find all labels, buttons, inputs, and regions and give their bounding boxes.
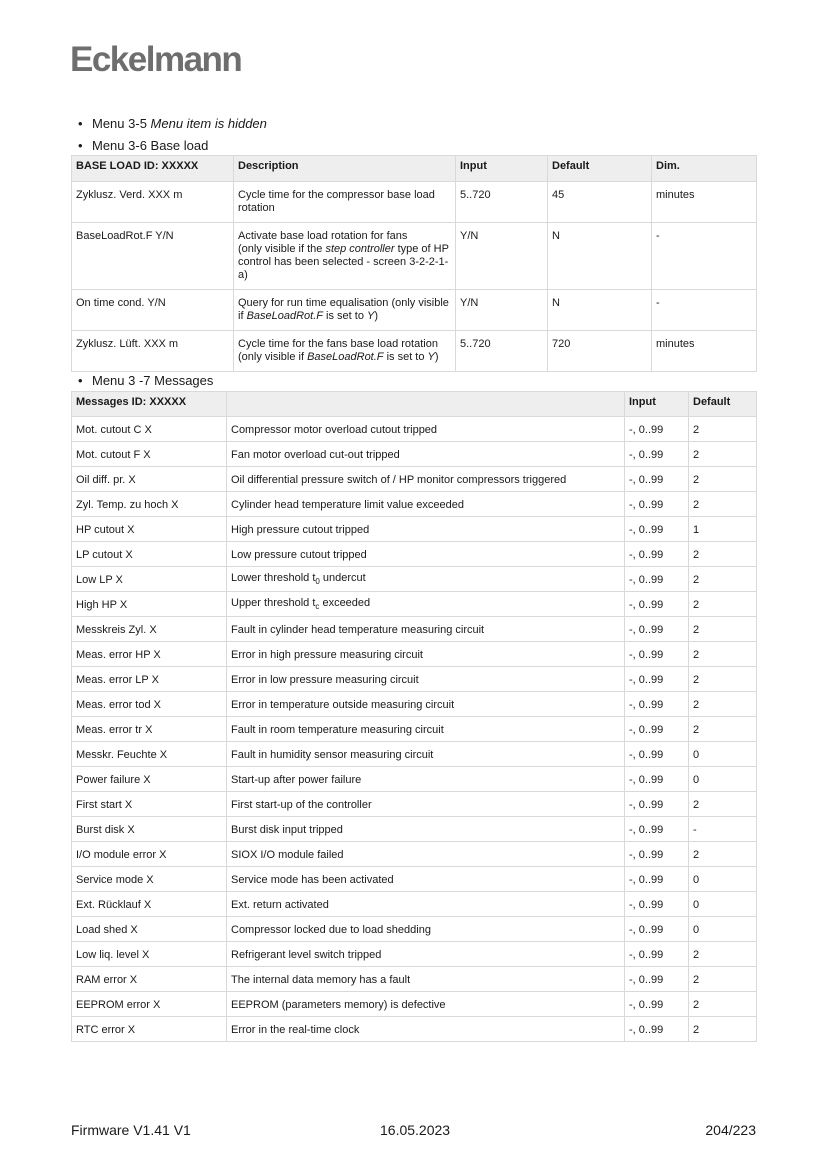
- desc-emphasis: Y: [427, 351, 435, 363]
- message-description: Cylinder head temperature limit value exceeded: [227, 492, 625, 517]
- desc-emphasis: BaseLoadRot.F: [246, 310, 323, 322]
- message-input: -, 0..99: [625, 492, 689, 517]
- column-header: Default: [548, 156, 652, 182]
- table-row: [72, 667, 757, 692]
- message-default: 2: [689, 717, 757, 742]
- message-id: Low liq. level X: [72, 942, 227, 967]
- desc-text: undercut: [319, 572, 366, 584]
- eckelmann-logo: Eckelmann: [70, 40, 242, 79]
- message-description: High pressure cutout tripped: [227, 517, 625, 542]
- param-default: 45: [548, 182, 652, 223]
- message-id: Burst disk X: [72, 817, 227, 842]
- message-input: -, 0..99: [625, 467, 689, 492]
- table-row: [72, 867, 757, 892]
- table-row: [72, 767, 757, 792]
- column-header: Messages ID: XXXXX: [72, 392, 227, 417]
- desc-text: exceeded: [319, 597, 371, 610]
- table-row: [72, 442, 757, 467]
- message-description: First start-up of the controller: [227, 792, 625, 817]
- param-default: 720: [548, 331, 652, 372]
- param-dim: minutes: [652, 331, 757, 372]
- message-default: 0: [689, 892, 757, 917]
- footer-date: 16.05.2023: [380, 1122, 451, 1138]
- message-description: Fault in cylinder head temperature measuring circuit: [227, 617, 625, 642]
- message-default: 2: [689, 992, 757, 1017]
- message-input: -, 0..99: [625, 642, 689, 667]
- message-description: Error in the real-time clock: [227, 1017, 625, 1042]
- desc-subscript: c: [315, 602, 320, 612]
- column-header: Input: [456, 156, 548, 182]
- column-header: [227, 392, 625, 417]
- param-default: N: [548, 290, 652, 331]
- table-row: [72, 642, 757, 667]
- message-id: Meas. error tod X: [72, 692, 227, 717]
- message-default: 2: [689, 592, 757, 617]
- message-description: Error in low pressure measuring circuit: [227, 667, 625, 692]
- message-default: 0: [689, 742, 757, 767]
- table-row: [72, 892, 757, 917]
- message-id: Meas. error HP X: [72, 642, 227, 667]
- message-input: -, 0..99: [625, 792, 689, 817]
- message-input: -, 0..99: [625, 842, 689, 867]
- desc-emphasis: step controller: [325, 243, 395, 255]
- message-description: Compressor locked due to load shedding: [227, 917, 625, 942]
- desc-text: Cycle time for the fans base load rotation (only visible if: [238, 338, 438, 363]
- param-description: [234, 223, 456, 290]
- table-row: [72, 692, 757, 717]
- message-default: 2: [689, 792, 757, 817]
- message-description: Error in temperature outside measuring circuit: [227, 692, 625, 717]
- message-description: Fault in room temperature measuring circuit: [227, 717, 625, 742]
- message-description: Service mode has been activated: [227, 867, 625, 892]
- message-id: Messkreis Zyl. X: [72, 617, 227, 642]
- param-id: Zyklusz. Lüft. XXX m: [72, 331, 234, 372]
- message-input: -, 0..99: [625, 992, 689, 1017]
- desc-text: (only visible if the: [238, 243, 326, 255]
- message-input: -, 0..99: [625, 967, 689, 992]
- message-input: -, 0..99: [625, 667, 689, 692]
- message-input: -, 0..99: [625, 517, 689, 542]
- message-description: Burst disk input tripped: [227, 817, 625, 842]
- desc-text: Activate base load rotation for fans: [238, 230, 408, 242]
- desc-text: is set to: [323, 310, 368, 322]
- column-header: BASE LOAD ID: XXXXX: [72, 156, 234, 182]
- message-input: -, 0..99: [625, 442, 689, 467]
- param-description: [234, 290, 456, 331]
- message-default: 2: [689, 442, 757, 467]
- message-description: SIOX I/O module failed: [227, 842, 625, 867]
- param-default: N: [548, 223, 652, 290]
- message-id: Mot. cutout C X: [72, 417, 227, 442]
- table-row: [72, 467, 757, 492]
- table-row: [72, 617, 757, 642]
- param-description: Cycle time for the compressor base load rotation: [234, 182, 456, 223]
- bullet-menu-3-6: [78, 138, 208, 153]
- menu-3-6-label: Menu 3-6 Base load: [92, 138, 209, 153]
- menu-3-7-label: Menu 3 -7 Messages: [92, 373, 214, 388]
- bullet-dot-icon: •: [78, 373, 83, 388]
- table-header-row: [72, 156, 757, 182]
- message-input: -, 0..99: [625, 717, 689, 742]
- base-load-table: [71, 155, 757, 372]
- bullet-dot-icon: •: [78, 116, 83, 131]
- table-row: [72, 542, 757, 567]
- message-default: 2: [689, 467, 757, 492]
- menu-3-5-label: Menu 3-5: [92, 116, 151, 131]
- table-row: [72, 182, 757, 223]
- message-default: 2: [689, 492, 757, 517]
- param-id: BaseLoadRot.F Y/N: [72, 223, 234, 290]
- desc-subscript: 0: [315, 577, 320, 587]
- message-default: 2: [689, 617, 757, 642]
- desc-text: ): [374, 310, 379, 322]
- param-input: 5..720: [456, 182, 548, 223]
- table-row: [72, 567, 757, 592]
- desc-text: Lower threshold t: [231, 572, 316, 584]
- message-id: Oil diff. pr. X: [72, 467, 227, 492]
- message-id: HP cutout X: [72, 517, 227, 542]
- desc-text: Query for run time equalisation (only visible if: [238, 297, 449, 322]
- bullet-dot-icon: •: [78, 138, 83, 153]
- message-default: -: [689, 817, 757, 842]
- footer-page-number: 204/223: [705, 1122, 756, 1138]
- message-default: 2: [689, 692, 757, 717]
- message-input: -, 0..99: [625, 767, 689, 792]
- message-description: Error in high pressure measuring circuit: [227, 642, 625, 667]
- param-dim: -: [652, 223, 757, 290]
- message-description: Fault in humidity sensor measuring circuit: [227, 742, 625, 767]
- message-id: Low LP X: [72, 567, 227, 592]
- desc-text: type of HP control has been selected - screen 3-2-2-1-a): [238, 243, 449, 281]
- message-input: -, 0..99: [625, 742, 689, 767]
- desc-emphasis: Y: [367, 310, 375, 322]
- table-row: [72, 417, 757, 442]
- table-row: [72, 492, 757, 517]
- column-header: Input: [625, 392, 689, 417]
- param-description: [234, 331, 456, 372]
- table-row: [72, 742, 757, 767]
- message-id: Meas. error tr X: [72, 717, 227, 742]
- message-description: The internal data memory has a fault: [227, 967, 625, 992]
- table-row: [72, 290, 757, 331]
- message-input: -, 0..99: [625, 692, 689, 717]
- message-description: Refrigerant level switch tripped: [227, 942, 625, 967]
- table-header-row: [72, 392, 757, 417]
- message-input: -, 0..99: [625, 892, 689, 917]
- message-default: 2: [689, 542, 757, 567]
- message-id: Service mode X: [72, 867, 227, 892]
- footer-firmware: Firmware V1.41 V1: [71, 1122, 191, 1138]
- message-description: Oil differential pressure switch of / HP monitor compressors triggered: [227, 467, 625, 492]
- message-id: Power failure X: [72, 767, 227, 792]
- table-row: [72, 717, 757, 742]
- message-default: 2: [689, 842, 757, 867]
- table-row: [72, 817, 757, 842]
- message-description: Low pressure cutout tripped: [227, 542, 625, 567]
- table-row: [72, 592, 757, 617]
- param-dim: minutes: [652, 182, 757, 223]
- bullet-menu-3-5: [78, 116, 267, 131]
- message-default: 2: [689, 642, 757, 667]
- message-default: 2: [689, 1017, 757, 1042]
- table-row: [72, 517, 757, 542]
- message-input: -, 0..99: [625, 567, 689, 592]
- message-default: 2: [689, 942, 757, 967]
- desc-text: ): [434, 351, 439, 363]
- message-id: Messkr. Feuchte X: [72, 742, 227, 767]
- column-header: Default: [689, 392, 757, 417]
- table-row: [72, 223, 757, 290]
- table-row: [72, 917, 757, 942]
- message-id: EEPROM error X: [72, 992, 227, 1017]
- table-row: [72, 842, 757, 867]
- message-input: -, 0..99: [625, 1017, 689, 1042]
- table-row: [72, 792, 757, 817]
- message-description: [227, 567, 625, 592]
- message-description: Ext. return activated: [227, 892, 625, 917]
- message-default: 1: [689, 517, 757, 542]
- table-row: [72, 992, 757, 1017]
- message-input: -, 0..99: [625, 617, 689, 642]
- param-dim: -: [652, 290, 757, 331]
- message-description: Compressor motor overload cutout tripped: [227, 417, 625, 442]
- param-input: Y/N: [456, 290, 548, 331]
- param-id: On time cond. Y/N: [72, 290, 234, 331]
- message-id: Zyl. Temp. zu hoch X: [72, 492, 227, 517]
- messages-table-body: [72, 417, 757, 1042]
- message-description: Fan motor overload cut-out tripped: [227, 442, 625, 467]
- desc-text: is set to: [383, 351, 428, 363]
- message-default: 2: [689, 667, 757, 692]
- table-row: [72, 331, 757, 372]
- column-header: Dim.: [652, 156, 757, 182]
- message-description: EEPROM (parameters memory) is defective: [227, 992, 625, 1017]
- message-description: [227, 592, 625, 617]
- message-default: 2: [689, 567, 757, 592]
- message-id: Ext. Rücklauf X: [72, 892, 227, 917]
- message-id: Mot. cutout F X: [72, 442, 227, 467]
- column-header: Description: [234, 156, 456, 182]
- message-default: 0: [689, 767, 757, 792]
- table-row: [72, 967, 757, 992]
- menu-3-5-note: Menu item is hidden: [150, 116, 267, 131]
- message-id: RAM error X: [72, 967, 227, 992]
- message-input: -, 0..99: [625, 942, 689, 967]
- message-default: 2: [689, 417, 757, 442]
- table-row: [72, 942, 757, 967]
- message-input: -, 0..99: [625, 917, 689, 942]
- message-id: RTC error X: [72, 1017, 227, 1042]
- message-input: -, 0..99: [625, 542, 689, 567]
- message-input: -, 0..99: [625, 867, 689, 892]
- param-input: Y/N: [456, 223, 548, 290]
- desc-text: Upper threshold t: [231, 597, 316, 610]
- message-id: LP cutout X: [72, 542, 227, 567]
- message-input: -, 0..99: [625, 592, 689, 617]
- message-default: 0: [689, 867, 757, 892]
- message-id: Load shed X: [72, 917, 227, 942]
- param-id: Zyklusz. Verd. XXX m: [72, 182, 234, 223]
- message-id: High HP X: [72, 592, 227, 617]
- desc-emphasis: BaseLoadRot.F: [307, 351, 384, 363]
- message-default: 2: [689, 967, 757, 992]
- message-default: 0: [689, 917, 757, 942]
- messages-table: [71, 391, 757, 1042]
- message-id: First start X: [72, 792, 227, 817]
- message-description: Start-up after power failure: [227, 767, 625, 792]
- message-id: I/O module error X: [72, 842, 227, 867]
- message-input: -, 0..99: [625, 817, 689, 842]
- param-input: 5..720: [456, 331, 548, 372]
- table-row: [72, 1017, 757, 1042]
- bullet-menu-3-7: [78, 373, 213, 388]
- message-id: Meas. error LP X: [72, 667, 227, 692]
- message-input: -, 0..99: [625, 417, 689, 442]
